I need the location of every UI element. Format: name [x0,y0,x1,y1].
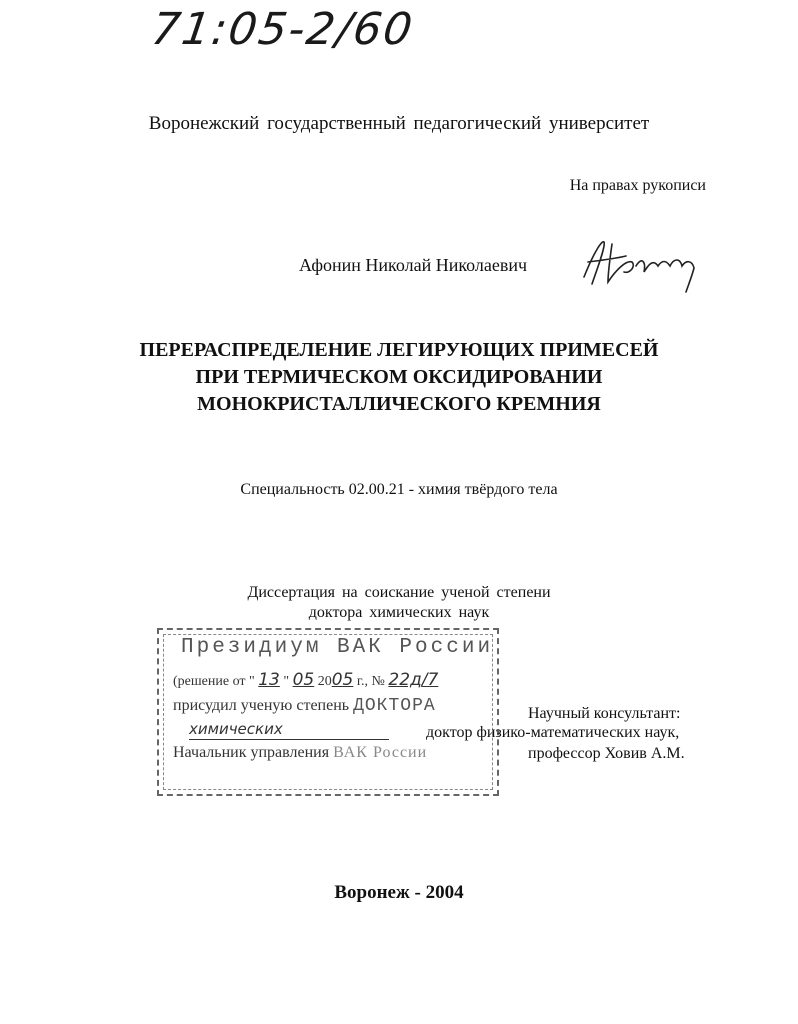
stamp-decision [173,670,438,690]
university-name: Воронежский государственный педагогический университет [148,113,650,134]
title-line: МОНОКРИСТАЛЛИЧЕСКОГО КРЕМНИЯ [197,393,601,415]
stamp-quote: " [283,674,290,689]
degree-line: Диссертация на соискание ученой степени [247,584,551,601]
city-year: Воронеж - 2004 [334,882,464,903]
stamp-awarded-degree: ДОКТОРА [353,696,436,716]
consultant-label: Научный консультант: [528,705,681,722]
rights-note: На правах рукописи [569,177,706,194]
stamp-awarded-prefix: присудил ученую степень [173,697,350,714]
stamp-number-prefix: г., № [356,674,385,689]
consultant-name: профессор Ховив А.М. [528,745,685,762]
stamp-decision-prefix: (решение от " [173,674,255,689]
dissertation-title [0,337,798,418]
degree-statement [0,583,798,623]
vak-stamp [157,628,499,796]
consultant-degree: доктор физико-математических наук, [426,724,680,741]
stamp-year-prefix: 20 [317,674,332,689]
stamp-head [173,744,427,762]
stamp-month: 05 [292,670,315,690]
stamp-head-org: ВАК России [333,744,428,761]
stamp-header: Президиум ВАК России [181,636,494,659]
signature [574,232,704,294]
stamp-head-label: Начальник управления [173,744,330,761]
stamp-number: 22д/7 [388,670,439,690]
degree-line: доктора химических наук [308,604,490,621]
stamp-year: 05 [331,670,354,690]
title-line: ПРИ ТЕРМИЧЕСКОМ ОКСИДИРОВАНИИ [195,366,603,388]
title-line: ПЕРЕРАСПРЕДЕЛЕНИЕ ЛЕГИРУЮЩИХ ПРИМЕСЕЙ [139,339,659,361]
catalog-number: 71:05-2/60 [148,4,418,55]
speciality: Специальность 02.00.21 - химия твёрдого тела [240,481,558,498]
stamp-awarded [173,696,436,716]
stamp-day: 13 [258,670,280,690]
stamp-field-handwritten: химических [189,720,389,740]
author-name: Афонин Николай Николаевич [299,255,528,275]
